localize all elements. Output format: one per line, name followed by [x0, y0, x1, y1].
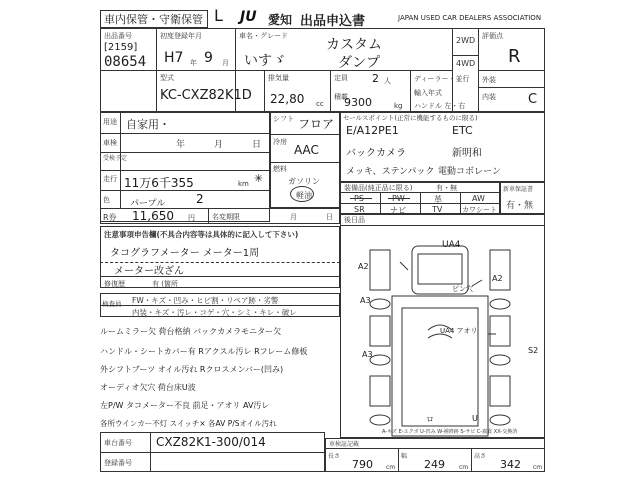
usage-label: 用途 — [103, 118, 117, 126]
load-label: 積載 — [334, 93, 348, 101]
back-item-label: 後日品 — [344, 216, 365, 224]
storage-mark: L — [214, 6, 223, 25]
color-code-note: 2 — [196, 192, 204, 206]
inspector-interior-row: 内装・キズ・汚レ・コゲ・穴・シミ・キレ・破レ — [132, 308, 297, 317]
maker-name: いすゞ — [244, 53, 286, 69]
repair-value: 有 (箇所 — [152, 280, 178, 288]
handnote-3: 外シフトブーツ オイル汚れ Rクロスメンバー(凹み) — [100, 365, 284, 374]
org-english: JAPAN USED CAR DEALERS ASSOCIATION — [398, 14, 542, 22]
month-unit: 月 — [222, 59, 229, 67]
inspection-day-unit: 日 — [252, 140, 262, 150]
notes-line-1: タコグラフメーター メーター1周 — [110, 248, 260, 259]
notes-line-2: メーター改ざん — [114, 266, 184, 277]
back-item-row — [340, 214, 545, 226]
sales-point-4: 新明和 — [452, 148, 482, 159]
sales-point-6: 電動コボレーン — [438, 167, 501, 177]
equip-sr: SR — [354, 205, 365, 214]
handnote-5: 左P/W タコメーター不良 前足・アオリ AV汚レ — [100, 401, 270, 410]
import-year-label: 輸入年式 — [414, 89, 442, 97]
grade-value: カスタム — [326, 37, 382, 53]
inspector-label: 検査員 — [102, 300, 122, 308]
deadline-day-unit: 日 — [326, 213, 333, 221]
shift-value: フロア — [298, 117, 335, 131]
handnote-2: ハンドル・シートカバー有 Rアクスル汚レ Rフレーム修板 — [100, 347, 308, 356]
interior-label: 内装 — [482, 93, 496, 101]
interior-grade: C — [528, 92, 538, 107]
first-reg-year: H7 — [164, 50, 184, 66]
diagram-label-s2: S2 — [528, 346, 539, 355]
ju-logo-icon: JU — [240, 9, 257, 25]
sales-points-label: セールスポイント(正常に機能するものに限る) — [343, 114, 478, 122]
fuel-gasoline: ガソリン — [288, 177, 320, 186]
height-label: 高さ — [474, 453, 487, 460]
dimensions-label: 車検証記載 — [329, 441, 360, 448]
width-unit: cm — [459, 464, 469, 471]
fuel-label: 燃料 — [273, 165, 287, 173]
inspection-label: 車検 — [103, 139, 117, 147]
drive-2wd: 2WD — [456, 36, 476, 45]
handnote-1: ルームミラー欠 荷台格納 バックカメラモニター欠 — [100, 327, 282, 336]
evaluation-score: R — [508, 46, 521, 67]
color-label: 色 — [103, 196, 110, 204]
height-unit: cm — [533, 464, 543, 471]
length-unit: cm — [386, 464, 396, 471]
equip-pw: PW — [392, 194, 405, 203]
lot-number: 08654 — [104, 54, 147, 70]
dealer-label: ディーラー・並行 — [414, 75, 470, 83]
diagram-label-ua4-aori: UA4 アオリ — [440, 327, 478, 335]
height-value: 342 — [500, 458, 521, 471]
displacement-label: 排気量 — [268, 74, 289, 82]
diagram-label-ua4-top: UA4 — [442, 240, 461, 250]
capacity-label: 定員 — [334, 74, 348, 82]
diagram-label-pin-hole: ピン穴 — [452, 285, 473, 293]
exterior-label: 外装 — [482, 76, 496, 84]
form-title: 出品申込書 — [300, 14, 366, 29]
lot-sub-number: [2159] — [104, 42, 138, 53]
inspector-exterior-row: FW・キズ・凹み・ヒビ割・リペア跡・劣警 — [132, 296, 279, 305]
equip-aw: AW — [472, 194, 485, 203]
inspection-year-unit: 年 — [176, 140, 186, 150]
mileage-unit: km — [238, 180, 249, 188]
recycle-value: 11,650 — [132, 209, 174, 223]
warranty-label: 新車保証書 — [503, 186, 534, 193]
length-value: 790 — [352, 458, 373, 471]
org-name: 愛知 — [268, 13, 293, 27]
diagram-label-a3-bottom: A3 — [362, 350, 373, 359]
displacement-unit: cc — [316, 100, 324, 108]
model-name: ダンプ — [338, 55, 381, 71]
aircon-value: AAC — [294, 143, 319, 157]
warranty-value: 有・無 — [506, 201, 534, 211]
equip-tv: TV — [432, 205, 443, 214]
diagram-label-ro: ロ — [426, 415, 434, 424]
mileage-label: 走行 — [103, 175, 117, 183]
reg-number-label: 登録番号 — [104, 459, 132, 467]
deadline-month-unit: 月 — [290, 213, 297, 221]
evaluation-label: 評価点 — [482, 32, 503, 40]
displacement-value: 22,80 — [270, 92, 305, 106]
usage-value: 自家用・ — [126, 118, 170, 131]
fuel-circle-mark — [290, 186, 314, 202]
width-value: 249 — [424, 458, 445, 471]
sales-point-1: E/A12PE1 — [346, 124, 399, 137]
equipment-mark: 有・無 — [436, 184, 457, 192]
recycle-unit: 円 — [188, 214, 195, 222]
lot-label: 出品番号 — [104, 32, 132, 40]
width-label: 幅 — [401, 453, 408, 460]
drive-4wd: 4WD — [456, 59, 476, 68]
grade-label: 車名・グレード — [239, 32, 288, 40]
inspection-month-unit: 月 — [214, 140, 224, 150]
deadline-label: 名変期限 — [212, 213, 240, 221]
length-label: 長さ — [328, 453, 341, 460]
model-label: 型式 — [160, 74, 174, 82]
chassis-label: 車台番号 — [104, 439, 132, 447]
capacity-unit: 人 — [384, 77, 391, 85]
equip-ps: PS — [354, 194, 364, 203]
sales-point-3: バックカメラ — [346, 148, 406, 159]
recycle-label: R券 — [103, 213, 117, 222]
fuel-diesel: 軽油 — [296, 191, 312, 200]
diagram-label-u: U — [472, 414, 478, 423]
chassis-value: CXZ82K1-300/014 — [156, 435, 266, 449]
load-value: 9300 — [344, 96, 372, 109]
shift-label: シフト — [273, 115, 294, 123]
diagram-legend: A-キズ E-エクボ U-凹み W-補修跡 S-サビ C-腐食 XX-交換済 — [382, 429, 518, 435]
first-reg-month: 9 — [204, 50, 213, 66]
diagram-label-a2-right: A2 — [492, 274, 503, 283]
sales-point-2: ETC — [452, 124, 473, 137]
equip-leather: 革 — [434, 195, 442, 204]
color-value: パープル — [130, 199, 166, 209]
mileage-mark: ✳ — [254, 172, 264, 185]
load-unit: kg — [394, 102, 403, 110]
handnote-4: オーディオ欠穴 荷台床U波 — [100, 383, 196, 392]
handle-label: ハンドル 左・右 — [414, 102, 466, 110]
repair-label: 修復歴 — [104, 280, 125, 288]
first-reg-label: 初度登録年月 — [160, 32, 202, 40]
equip-navi: ナビ — [390, 206, 406, 215]
mileage-value: 11万6千355 — [124, 176, 194, 190]
handnote-6: 各所ウインカー不灯 スイッチ× 各AV P/Sオイル汚れ — [100, 419, 277, 428]
year-unit: 年 — [190, 59, 197, 67]
diagram-label-a2-left: A2 — [358, 262, 369, 271]
equipment-label: 装備品(純正品に限る) — [344, 184, 413, 192]
received-label: 受検予定 — [103, 155, 128, 162]
sales-point-5: メッキ、ステンパック — [346, 167, 435, 177]
aircon-label: 冷房 — [273, 138, 287, 146]
notes-label: 注意事項申告欄(不具合内容等は具体的に記入して下さい) — [104, 230, 299, 239]
model-value: KC-CXZ82K1D — [160, 88, 252, 103]
equip-seat: カワシート — [462, 206, 497, 214]
capacity-value: 2 — [372, 72, 379, 85]
storage-label: 車内保管・守衛保管 — [104, 13, 203, 26]
diagram-label-a3-left: A3 — [360, 296, 371, 305]
